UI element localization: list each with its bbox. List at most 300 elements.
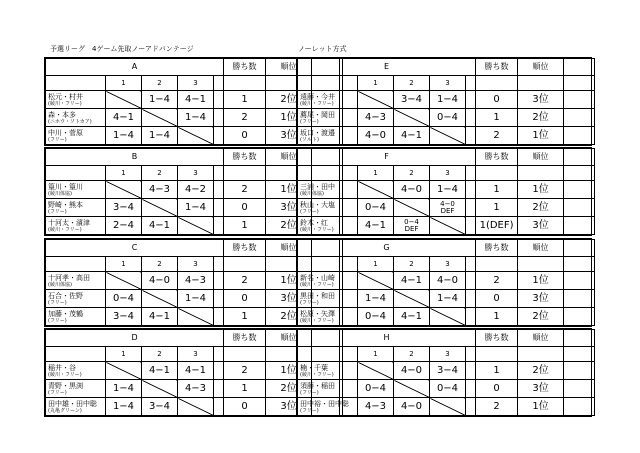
pair-names: 田中雄・田中聡 [48, 399, 97, 408]
right-title: ノーレット方式 [298, 45, 347, 53]
blank-cell [466, 109, 476, 127]
score-cell: 4−0 [394, 181, 430, 199]
pair-name-cell [298, 362, 358, 380]
rank-value: 3位 [518, 217, 564, 235]
score-cell: 0−4 [358, 308, 394, 326]
wins-value: 0 [224, 199, 266, 217]
blank-cell [564, 347, 595, 362]
pair-affiliation: (フリー) [300, 299, 319, 306]
player-row [298, 109, 595, 127]
score-cell: 4−0 [394, 398, 430, 416]
score: 4−0 [440, 199, 455, 208]
score-cell: 4−1 [106, 109, 142, 127]
score-cell: 4−0 [358, 127, 394, 145]
self-match-cell [106, 362, 142, 380]
pair-name-cell [298, 127, 358, 145]
blank-cell [214, 272, 224, 290]
blank-cell [466, 166, 476, 181]
player-row [298, 127, 595, 145]
rank-value: 3位 [266, 290, 312, 308]
blank-cell [214, 127, 224, 145]
group-f-table [296, 147, 592, 236]
column-number: 2 [394, 166, 430, 181]
pair-name-cell [46, 290, 106, 308]
self-match-cell [178, 217, 214, 235]
pair-name-cell [46, 217, 106, 235]
wins-header: 勝ち数 [476, 330, 518, 347]
score-cell: 0−4 [430, 109, 466, 127]
score-cell: 4−3 [358, 109, 394, 127]
wins-value: 1 [224, 380, 266, 398]
blank-cell [564, 217, 595, 235]
player-row [298, 362, 595, 380]
blank-cell [564, 308, 595, 326]
score-cell: 1−4 [178, 290, 214, 308]
blank-cell [564, 59, 595, 76]
group-label: F [298, 149, 476, 166]
rank-value: 3位 [266, 398, 312, 416]
pair-names: 十河孝・高田 [48, 273, 90, 282]
pair-names: 石合・佐野 [48, 291, 83, 300]
rank-header: 順位 [518, 59, 564, 76]
self-match-cell [358, 272, 394, 290]
blank-cell [518, 347, 564, 362]
player-row [298, 91, 595, 109]
column-number: 2 [394, 257, 430, 272]
wins-header: 勝ち数 [476, 240, 518, 257]
blank-cell [298, 347, 358, 362]
pair-affiliation: (綾川体協) [48, 281, 72, 288]
self-match-cell [106, 181, 142, 199]
pair-names: 中川・菅原 [48, 128, 83, 137]
pair-names: 楠・千葉 [300, 363, 328, 372]
wins-value: 2 [224, 362, 266, 380]
pair-affiliation: (フリー) [300, 208, 319, 215]
blank-cell [214, 166, 224, 181]
blank-cell [46, 257, 106, 272]
column-number: 3 [430, 166, 466, 181]
self-match-cell [394, 290, 430, 308]
self-match-cell [430, 217, 466, 235]
wins-value: 2 [476, 127, 518, 145]
blank-cell [476, 347, 518, 362]
self-match-cell [142, 380, 178, 398]
score-cell: 4−0 [142, 272, 178, 290]
blank-cell [214, 308, 224, 326]
self-match-cell [358, 362, 394, 380]
score-cell: 0−4 [430, 380, 466, 398]
pair-affiliation: (綾川・フリー) [300, 317, 334, 324]
blank-cell [564, 181, 595, 199]
score-cell: 3−4 [142, 398, 178, 416]
score-cell: 4−1 [142, 217, 178, 235]
group-e-table [296, 57, 592, 146]
wins-header: 勝ち数 [224, 240, 266, 257]
score-cell: 4−1 [394, 127, 430, 145]
column-number: 3 [178, 166, 214, 181]
rank-value: 2位 [266, 308, 312, 326]
pair-names: 加藤・茂鶴 [48, 309, 83, 318]
score-cell [394, 217, 430, 235]
blank-cell [518, 76, 564, 91]
pair-name-cell [298, 290, 358, 308]
wins-header: 勝ち数 [224, 59, 266, 76]
blank-cell [298, 76, 358, 91]
pair-affiliation: (丸亀グリーン) [48, 407, 82, 414]
wins-header: 勝ち数 [224, 330, 266, 347]
score-cell: 1−4 [106, 380, 142, 398]
pair-names: 篁川・篁川 [48, 182, 83, 191]
blank-cell [466, 217, 476, 235]
wins-value: 0 [476, 290, 518, 308]
pair-name-cell [298, 398, 358, 416]
column-number: 3 [178, 257, 214, 272]
blank-cell [466, 272, 476, 290]
blank-cell [564, 199, 595, 217]
pair-names: 黒田・和田 [300, 291, 335, 300]
wins-value: 0 [224, 398, 266, 416]
score-cell: 1−4 [142, 91, 178, 109]
rank-value: 2位 [266, 380, 312, 398]
player-row [298, 308, 595, 326]
blank-cell [466, 257, 476, 272]
pair-names: 須藤・稲田 [300, 381, 335, 390]
wins-value: 2 [224, 109, 266, 127]
score-cell: 1−4 [142, 127, 178, 145]
pair-names: 十河太・濱津 [48, 218, 90, 227]
blank-cell [214, 199, 224, 217]
wins-value: 1 [224, 308, 266, 326]
rank-value: 3位 [518, 91, 564, 109]
blank-cell [46, 76, 106, 91]
blank-cell [476, 166, 518, 181]
rank-value: 3位 [518, 380, 564, 398]
pair-names: 秋山・大塩 [300, 200, 335, 209]
score-cell: 1−4 [430, 91, 466, 109]
pair-affiliation: (綾川・フリー) [300, 281, 334, 288]
wins-value: 2 [224, 181, 266, 199]
wins-value: 1 [224, 217, 266, 235]
blank-cell [564, 398, 595, 416]
pair-names: 遠藤・今井 [300, 92, 335, 101]
column-number: 3 [178, 347, 214, 362]
blank-cell [224, 166, 266, 181]
pair-names: 新名・山崎 [300, 273, 335, 282]
blank-cell [214, 362, 224, 380]
pair-name-cell [298, 199, 358, 217]
wins-value: 1(DEF) [476, 217, 518, 235]
blank-cell [224, 257, 266, 272]
pair-names: 野崎・熊本 [48, 200, 83, 209]
player-row [298, 217, 595, 235]
blank-cell [564, 166, 595, 181]
pair-name-cell [46, 181, 106, 199]
blank-cell [564, 380, 595, 398]
self-match-cell [394, 380, 430, 398]
pair-affiliation: (フリー) [300, 118, 319, 125]
column-number: 2 [142, 76, 178, 91]
score-cell: 3−4 [394, 91, 430, 109]
wins-value: 1 [476, 109, 518, 127]
rank-value: 1位 [266, 272, 312, 290]
group-label: H [298, 330, 476, 347]
blank-cell [466, 380, 476, 398]
blank-cell [466, 347, 476, 362]
score-cell: 4−1 [142, 308, 178, 326]
wins-value: 0 [224, 290, 266, 308]
pair-affiliation: (ソルト) [300, 136, 319, 143]
self-match-cell [430, 308, 466, 326]
wins-header: 勝ち数 [224, 149, 266, 166]
pair-name-cell [46, 362, 106, 380]
def-mark: DEF [404, 224, 419, 233]
pair-affiliation: (綾川・フリー) [300, 100, 334, 107]
group-g-table [296, 238, 592, 327]
pair-name-cell [46, 398, 106, 416]
score-cell: 4−3 [142, 181, 178, 199]
column-number: 2 [142, 166, 178, 181]
self-match-cell [142, 199, 178, 217]
blank-cell [466, 181, 476, 199]
rank-header: 順位 [266, 59, 312, 76]
group-label: B [46, 149, 224, 166]
pair-names: 松元・村井 [48, 92, 83, 101]
self-match-cell [394, 199, 430, 217]
left-title: 予選リーグ 4ゲーム先取ノーアドバンテージ [50, 45, 194, 53]
score-cell: 3−4 [430, 362, 466, 380]
score-cell: 3−4 [106, 199, 142, 217]
score-cell: 1−4 [106, 127, 142, 145]
column-number: 1 [106, 166, 142, 181]
score-cell: 0−4 [358, 380, 394, 398]
column-number: 3 [430, 347, 466, 362]
blank-cell [214, 217, 224, 235]
score-cell: 1−4 [178, 109, 214, 127]
pair-name-cell [298, 272, 358, 290]
rank-header: 順位 [518, 149, 564, 166]
blank-cell [466, 127, 476, 145]
blank-cell [214, 181, 224, 199]
score-cell: 4−3 [178, 380, 214, 398]
blank-cell [564, 109, 595, 127]
pair-affiliation: (綾川体協) [300, 190, 324, 197]
blank-cell [466, 76, 476, 91]
blank-cell [466, 91, 476, 109]
wins-value: 1 [476, 308, 518, 326]
blank-cell [298, 257, 358, 272]
group-label: D [46, 330, 224, 347]
wins-value: 1 [476, 362, 518, 380]
rank-header: 順位 [266, 330, 312, 347]
score-cell: 1−4 [178, 199, 214, 217]
pair-affiliation: (フリー) [48, 136, 67, 143]
pair-name-cell [298, 109, 358, 127]
wins-value: 2 [476, 398, 518, 416]
column-number: 1 [358, 347, 394, 362]
rank-value: 3位 [266, 127, 312, 145]
rank-value: 1位 [518, 398, 564, 416]
column-number: 2 [394, 347, 430, 362]
column-number: 2 [142, 347, 178, 362]
blank-cell [518, 166, 564, 181]
column-number: 1 [106, 257, 142, 272]
blank-cell [214, 109, 224, 127]
rank-header: 順位 [518, 240, 564, 257]
wins-header: 勝ち数 [476, 149, 518, 166]
blank-cell [214, 91, 224, 109]
self-match-cell [394, 109, 430, 127]
column-number: 1 [106, 76, 142, 91]
rank-value: 3位 [266, 199, 312, 217]
pair-names: 薦尾・岡田 [300, 110, 335, 119]
self-match-cell [178, 398, 214, 416]
rank-value: 2位 [518, 362, 564, 380]
self-match-cell [178, 127, 214, 145]
pair-affiliation: (綾川・フリー) [48, 100, 82, 107]
score-cell: 4−2 [178, 181, 214, 199]
wins-value: 1 [476, 199, 518, 217]
column-number: 2 [142, 257, 178, 272]
blank-cell [46, 166, 106, 181]
rank-value: 2位 [518, 308, 564, 326]
pair-affiliation: (フリー) [300, 389, 319, 396]
group-label: C [46, 240, 224, 257]
pair-name-cell [298, 181, 358, 199]
wins-value: 0 [476, 91, 518, 109]
pair-name-cell [46, 91, 106, 109]
player-row [298, 380, 595, 398]
blank-cell [466, 290, 476, 308]
blank-cell [564, 257, 595, 272]
score-cell: 4−0 [430, 272, 466, 290]
pair-name-cell [298, 308, 358, 326]
blank-cell [564, 330, 595, 347]
rank-value: 2位 [518, 109, 564, 127]
player-row [298, 398, 595, 416]
score-cell: 1−4 [430, 181, 466, 199]
score-cell: 4−1 [358, 217, 394, 235]
player-row [298, 181, 595, 199]
player-row [298, 290, 595, 308]
pair-affiliation: (綾川・フリー) [300, 226, 334, 233]
score-cell: 0−4 [106, 290, 142, 308]
score-cell: 1−4 [430, 290, 466, 308]
pair-affiliation: (綾川・フリー) [300, 371, 334, 378]
self-match-cell [358, 181, 394, 199]
score-cell: 4−1 [178, 91, 214, 109]
rank-value: 3位 [518, 290, 564, 308]
pair-names: 田中裕・田中聡 [300, 399, 349, 408]
group-label: G [298, 240, 476, 257]
score-cell: 4−3 [358, 398, 394, 416]
pair-names: 青野・黒渕 [48, 381, 83, 390]
wins-value: 2 [476, 272, 518, 290]
pair-affiliation: (綾川体協) [48, 190, 72, 197]
pair-names: 森・本多 [48, 110, 76, 119]
self-match-cell [358, 91, 394, 109]
score-cell: 1−4 [358, 290, 394, 308]
rank-header: 順位 [266, 149, 312, 166]
blank-cell [46, 347, 106, 362]
rank-value: 1位 [518, 181, 564, 199]
player-row [298, 199, 595, 217]
rank-value: 2位 [518, 199, 564, 217]
column-number: 3 [430, 76, 466, 91]
group-label: E [298, 59, 476, 76]
blank-cell [214, 257, 224, 272]
pair-names: 稲井・谷 [48, 363, 76, 372]
blank-cell [466, 362, 476, 380]
column-number: 1 [358, 76, 394, 91]
score-cell: 4−0 [394, 362, 430, 380]
score-cell: 2−4 [106, 217, 142, 235]
rank-value: 1位 [518, 272, 564, 290]
pair-affiliation: (フリー) [48, 299, 67, 306]
score-cell: 4−3 [178, 272, 214, 290]
blank-cell [564, 149, 595, 166]
self-match-cell [430, 398, 466, 416]
blank-cell [564, 91, 595, 109]
blank-cell [476, 257, 518, 272]
wins-value: 0 [224, 127, 266, 145]
pair-affiliation: (フリー) [48, 208, 67, 215]
self-match-cell [178, 308, 214, 326]
score-cell: 0−4 [358, 199, 394, 217]
pair-names: 三浦・田中 [300, 182, 335, 191]
self-match-cell [106, 91, 142, 109]
column-number: 1 [106, 347, 142, 362]
blank-cell [564, 127, 595, 145]
self-match-cell [430, 127, 466, 145]
pair-names: 鈴木・红 [300, 218, 328, 227]
blank-cell [224, 347, 266, 362]
blank-cell [466, 199, 476, 217]
score-cell: 4−1 [142, 362, 178, 380]
blank-cell [298, 166, 358, 181]
rank-value: 2位 [266, 217, 312, 235]
rank-value: 1位 [266, 181, 312, 199]
pair-names: 坂口・渡邉 [300, 128, 335, 137]
pair-name-cell [46, 127, 106, 145]
blank-cell [564, 272, 595, 290]
column-number: 1 [358, 166, 394, 181]
rank-value: 1位 [266, 362, 312, 380]
group-label: A [46, 59, 224, 76]
rank-value: 2位 [266, 91, 312, 109]
pair-names: 松原・矢澤 [300, 309, 335, 318]
wins-value: 1 [476, 181, 518, 199]
score-cell: 4−1 [178, 362, 214, 380]
score-cell [430, 199, 466, 217]
column-number: 2 [394, 76, 430, 91]
blank-cell [214, 76, 224, 91]
score-cell: 4−1 [394, 272, 430, 290]
pair-affiliation: (綾川・フリー) [48, 371, 82, 378]
pair-name-cell [46, 272, 106, 290]
blank-cell [466, 308, 476, 326]
wins-value: 2 [224, 272, 266, 290]
rank-header: 順位 [266, 240, 312, 257]
pair-name-cell [46, 199, 106, 217]
blank-cell [564, 76, 595, 91]
self-match-cell [106, 272, 142, 290]
score: 0−4 [404, 217, 419, 226]
pair-name-cell [298, 91, 358, 109]
column-number: 1 [358, 257, 394, 272]
pair-affiliation: (フリー) [48, 389, 67, 396]
pair-affiliation: (フリー) [48, 317, 67, 324]
self-match-cell [142, 290, 178, 308]
